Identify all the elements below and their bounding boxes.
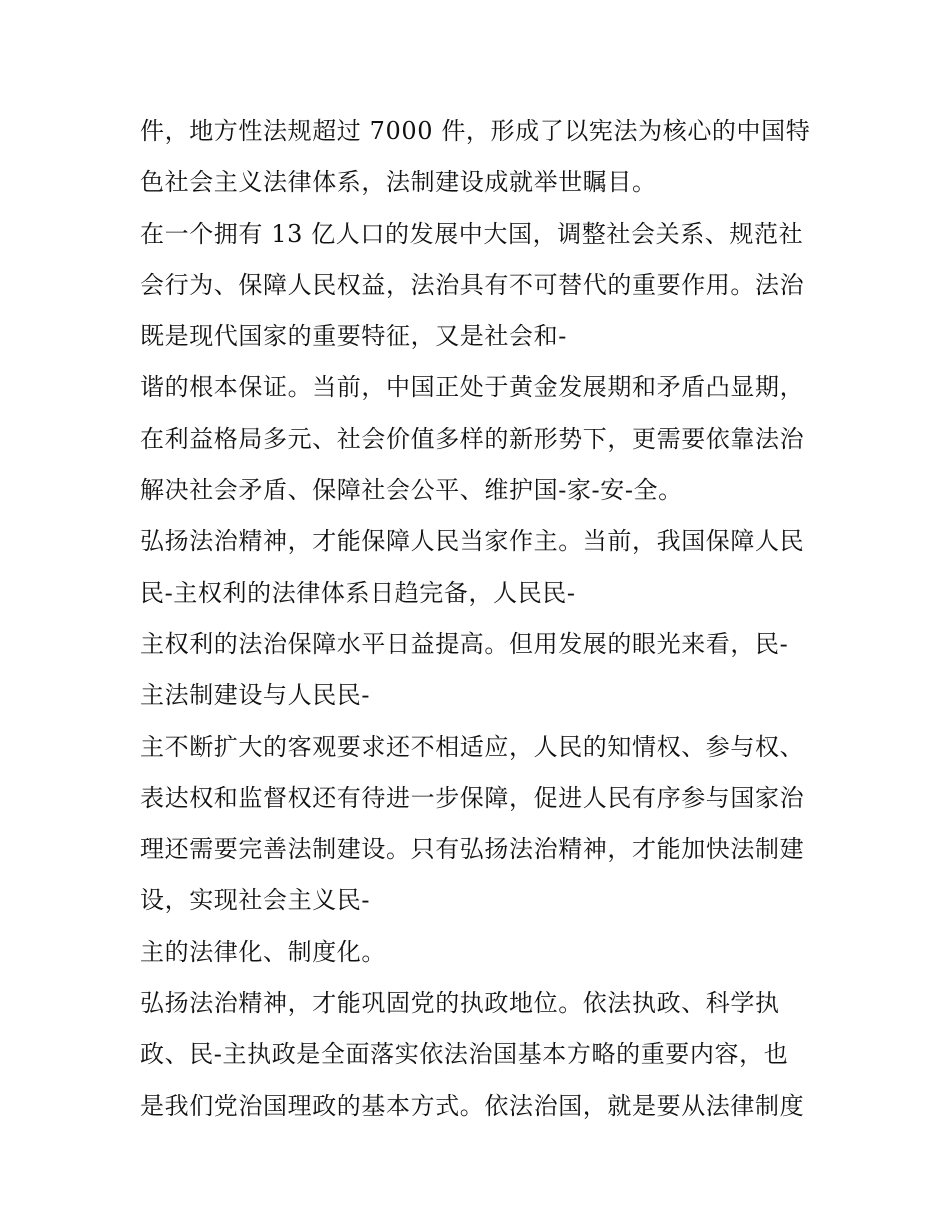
- text-line: 在一个拥有 13 亿人口的发展中大国，调整社会关系、规范社: [140, 219, 804, 248]
- text-line: 谐的根本保证。当前，中国正处于黄金发展期和矛盾凸显期，: [140, 373, 805, 402]
- text-line: 是我们党治国理政的基本方式。依法治国，就是要从法律制度: [140, 1091, 805, 1120]
- text-line: 既是现代国家的重要特征，又是社会和-: [140, 322, 567, 351]
- text-line: 主法制建设与人民民-: [140, 681, 371, 710]
- text-line: 政、民-主执政是全面落实依法治国基本方略的重要内容，也: [140, 1040, 789, 1069]
- text-line: 民-主权利的法律体系日趋完备，人民民-: [140, 578, 576, 607]
- text-line: 色社会主义法律体系，法制建设成就举世瞩目。: [140, 168, 657, 197]
- text-line: 主的法律化、制度化。: [140, 937, 386, 966]
- text-line: 弘扬法治精神，才能保障人民当家作主。当前，我国保障人民: [140, 527, 805, 556]
- text-line: 设，实现社会主义民-: [140, 886, 371, 915]
- text-line: 表达权和监督权还有待进一步保障，促进人民有序参与国家治: [140, 783, 805, 812]
- text-line: 主不断扩大的客观要求还不相适应，人民的知情权、参与权、: [140, 732, 805, 761]
- body-text: [140, 106, 830, 1132]
- text-line: 理还需要完善法制建设。只有弘扬法治精神，才能加快法制建: [140, 835, 805, 864]
- text-line: 主权利的法治保障水平日益提高。但用发展的眼光来看，民-: [140, 629, 789, 658]
- text-line: 件，地方性法规超过 7000 件，形成了以宪法为核心的中国特: [140, 117, 811, 145]
- text-line: 弘扬法治精神，才能巩固党的执政地位。依法执政、科学执: [140, 989, 780, 1018]
- text-line: 在利益格局多元、社会价值多样的新形势下，更需要依靠法治: [140, 424, 805, 453]
- text-line: 会行为、保障人民权益，法治具有不可替代的重要作用。法治: [140, 270, 805, 299]
- text-line: 解决社会矛盾、保障社会公平、维护国-家-安-全。: [140, 476, 683, 505]
